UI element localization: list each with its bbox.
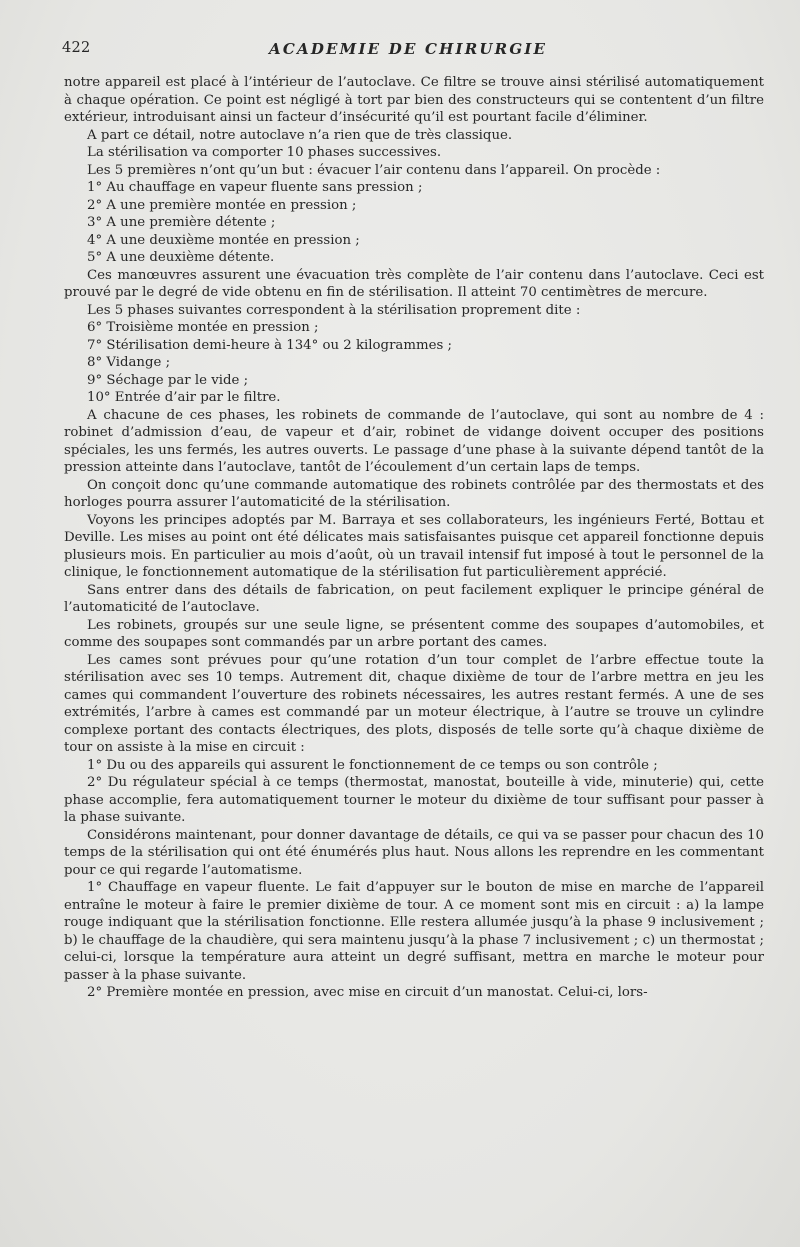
list-item: 7° Stérilisation demi-heure à 134° ou 2 kilogrammes ; — [87, 337, 452, 353]
list-item: 10° Entrée d’air par le filtre. — [87, 390, 281, 405]
list-item: 2° Du régulateur spécial à ce temps (thermostat, manostat, bouteille à vide, minuterie) qui, cette phase accomplie, fera automatiquement tourner le moteur du dixième de tour suffisant pour passer à la phase suivante. — [64, 775, 764, 825]
paragraph: Sans entrer dans des détails de fabrication, on peut facilement expliquer le principe général de l’automaticité de l’autoclave. — [64, 582, 764, 615]
list-item: 3° A une première détente ; — [87, 215, 276, 230]
list-item: 8° Vidange ; — [87, 355, 171, 370]
list-item: 4° A une deuxième montée en pression ; — [87, 232, 360, 248]
list-item: 1° Du ou des appareils qui assurent le fonctionnement de ce temps ou son contrôle ; — [87, 757, 658, 773]
page-number: 422 — [62, 40, 91, 56]
body-text — [64, 74, 764, 1002]
paragraph: Ces manœuvres assurent une évacuation très complète de l’air contenu dans l’autoclave. Ceci est prouvé par le degré de vide obtenu en fin de stérilisation. Il atteint 70 centimètres de mercure. — [64, 267, 764, 300]
running-title: ACADEMIE DE CHIRURGIE — [269, 40, 548, 58]
paragraph: Les robinets, groupés sur une seule ligne, se présentent comme des soupapes d’automobiles, et comme des soupapes sont commandés par un arbre portant des cames. — [64, 617, 764, 650]
paragraph: Les cames sont prévues pour qu’une rotation d’un tour complet de l’arbre effectue toute la stérilisation avec ses 10 temps. Autrement dit, chaque dixième de tour de l’arbre mettra en jeu les cames qui commandent l’ouverture des robinets nécessaires, les autres restant fermés. A une de ses extrémités, l’arbre à cames est commandé par un moteur électrique, à l’autre se trouve un cylindre complexe portant des contacts électriques, des plots, disposés de telle sorte qu’à chaque dixième de tour on assiste à la mise en circuit : — [64, 652, 764, 755]
paragraph: Les 5 phases suivantes correspondent à la stérilisation proprement dite : — [87, 302, 581, 318]
paragraph: Voyons les principes adoptés par M. Barraya et ses collaborateurs, les ingénieurs Ferté, Bottau et Deville. Les mises au point ont été délicates mais satisfaisantes puisque cet appareil fonctionne depuis plusieurs mois. En particulier au mois d’août, où un travail intensif fut imposé à tout le personnel de la clinique, le fonctionnement automatique de la stérilisation fut particulièrement apprécié. — [64, 512, 764, 580]
list-item: 2° Première montée en pression, avec mise en circuit d’un manostat. Celui-ci, lors- — [87, 985, 648, 1000]
list-item: 6° Troisième montée en pression ; — [87, 320, 319, 335]
paragraph: Considérons maintenant, pour donner davantage de détails, ce qui va se passer pour chacun des 10 temps de la stérilisation qui ont été énumérés plus haut. Nous allons les reprendre en les commentant pour ce qui regarde l’automatisme. — [64, 827, 764, 878]
page-header — [62, 40, 760, 62]
paragraph: Les 5 premières n’ont qu’un but : évacuer l’air contenu dans l’appareil. On procède : — [87, 162, 661, 178]
paragraph: On conçoit donc qu’une commande automatique des robinets contrôlée par des thermostats et des horloges pourra assurer l’automaticité de la stérilisation. — [64, 477, 764, 510]
paragraph: A part ce détail, notre autoclave n’a rien que de très classique. — [87, 127, 513, 143]
list-item: 1° Au chauffage en vapeur fluente sans pression ; — [87, 180, 423, 195]
list-item: 9° Séchage par le vide ; — [87, 372, 249, 388]
list-item: 5° A une deuxième détente. — [87, 250, 275, 265]
paragraph: notre appareil est placé à l’intérieur de l’autoclave. Ce filtre se trouve ainsi stérilisé automatiquement à chaque opération. Ce point est négligé à tort par bien des constructeurs qui se contentent d’un filtre extérieur, introduisant ainsi un facteur d’insécurité qu’il est pourtant facile d’éliminer. — [64, 75, 764, 125]
list-item: 2° A une première montée en pression ; — [87, 197, 357, 213]
paragraph: La stérilisation va comporter 10 phases successives. — [87, 145, 442, 160]
paragraph: A chacune de ces phases, les robinets de commande de l’autoclave, qui sont au nombre de 4 : robinet d’admission d’eau, de vapeur et d’air, robinet de vidange doivent occuper des positions spéciales, les uns fermés, les autres ouverts. Le passage d’une phase à la suivante dépend tantôt de la pression atteinte dans l’autoclave, tantôt de l’écoulement d’un certain laps de temps. — [64, 407, 764, 475]
list-item: 1° Chauffage en vapeur fluente. Le fait d’appuyer sur le bouton de mise en marche de l’appareil entraîne le moteur à faire le premier dixième de tour. A ce moment sont mis en circuit : a) la lampe rouge indiquant que la stérilisation fonctionne. Elle restera allumée jusqu’à la phase 9 inclusivement ; b) le chauffage de la chaudière, qui sera maintenu jusqu’à la phase 7 inclusivement ; c) un thermostat ; celui-ci, lorsque la température aura atteint un degré suffisant, mettra en marche le moteur pour passer à la phase suivante. — [64, 880, 764, 983]
